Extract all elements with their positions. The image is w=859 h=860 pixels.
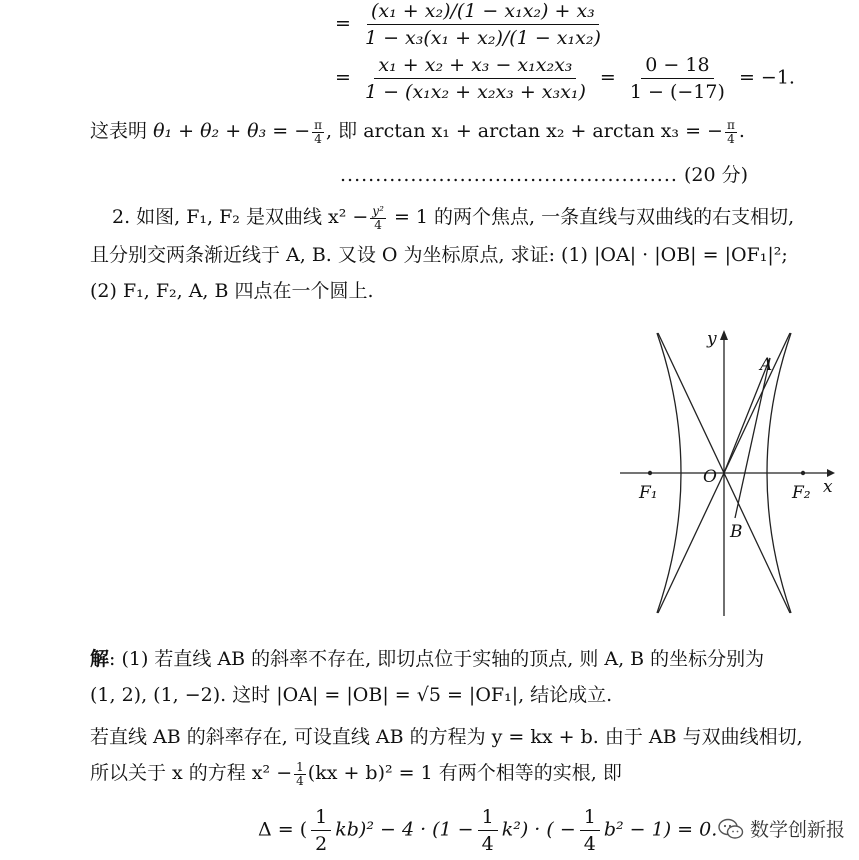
watermark [718, 815, 845, 842]
pi-symbol: π [726, 117, 735, 132]
problem-line-1 [112, 202, 794, 231]
point-b-label: B [730, 522, 743, 542]
frac-denominator: 4 [583, 833, 596, 855]
theta-sum: θ₁ + θ₂ + θ₃ = − [153, 120, 311, 142]
score-line [340, 160, 748, 187]
solution-text-4a: 所以关于 x 的方程 x² − [90, 762, 293, 784]
equation-line-1 [335, 0, 609, 49]
f1-label: F₁ [639, 483, 658, 503]
segment-oa [724, 358, 770, 473]
frac-denominator: 2 [315, 833, 328, 855]
score-text: (20 分) [683, 164, 748, 186]
conclusion-line [90, 116, 745, 145]
fraction-numerator: 0 − 18 [641, 54, 713, 79]
x-axis-arrow [827, 469, 835, 477]
pi-symbol: π [314, 117, 323, 132]
fraction-numerator: x₁ + x₂ + x₃ − x₁x₂x₃ [374, 54, 576, 79]
one-quarter [294, 761, 306, 787]
fraction-3 [626, 54, 729, 103]
y-squared-over-four [370, 205, 386, 231]
frac-numerator: 1 [478, 806, 498, 831]
four-denominator: 4 [314, 131, 322, 146]
fraction-denominator: 1 − (−17) [629, 81, 725, 103]
point-a-label: A [760, 355, 773, 375]
f2-label: F₂ [792, 483, 811, 503]
delta-part-c: k²) · ( − [501, 818, 576, 841]
frac-denominator: 4 [374, 217, 382, 232]
one-quarter-b [580, 806, 600, 855]
conclusion-mid: , 即 [326, 120, 358, 142]
watermark-text: 数学创新报 [749, 819, 845, 841]
problem-text-b: = 1 的两个焦点, 一条直线与双曲线的右支相切, [393, 206, 795, 228]
pi-over-four [312, 119, 324, 145]
arctan-sum: arctan x₁ + arctan x₂ + arctan x₃ = − [363, 120, 723, 142]
fraction-1 [361, 0, 605, 49]
fraction-denominator: 1 − x₃(x₁ + x₂)/(1 − x₁x₂) [364, 27, 601, 49]
delta-part-a: Δ = ( [258, 818, 308, 841]
delta-equation [258, 806, 717, 855]
conclusion-prefix: 这表明 [90, 120, 148, 142]
x-label: x [823, 477, 833, 497]
solution-text-4b: (kx + b)² = 1 有两个相等的实根, 即 [307, 762, 622, 784]
solution-line-4 [90, 758, 622, 787]
problem-text-a: 2. 如图, F₁, F₂ 是双曲线 x² − [112, 206, 369, 228]
focus-f2-point [801, 471, 805, 475]
one-quarter-k [478, 806, 498, 855]
frac-numerator: 1 [580, 806, 600, 831]
solution-label: 解 [90, 648, 110, 670]
frac-denominator: 4 [296, 773, 304, 788]
frac-numerator: y² [372, 203, 384, 218]
fraction-2 [361, 54, 590, 103]
fraction-numerator: (x₁ + x₂)/(1 − x₁x₂) + x₃ [367, 0, 599, 25]
pi-over-four [725, 119, 737, 145]
y-axis-arrow [720, 330, 728, 340]
equation-line-2 [335, 54, 795, 103]
y-label: y [707, 329, 717, 349]
solution-line-2: (1, 2), (1, −2). 这时 |OA| = |OB| = √5 = |OF₁|, 结论成立. [90, 684, 613, 706]
problem-line-3: (2) F₁, F₂, A, B 四点在一个圆上. [90, 280, 374, 302]
frac-numerator: 1 [311, 806, 331, 831]
solution-text-1: : (1) 若直线 AB 的斜率不存在, 即切点位于实轴的顶点, 则 A, B 的坐标分别为 [109, 648, 765, 670]
delta-part-b: kb)² − 4 · (1 − [335, 818, 474, 841]
origin-label: O [703, 467, 717, 487]
frac-denominator: 4 [481, 833, 494, 855]
one-half [311, 806, 331, 855]
equals-sign: = [335, 66, 351, 89]
solution-line-1 [90, 644, 764, 671]
four-denominator: 4 [727, 131, 735, 146]
equals-sign: = [599, 66, 616, 89]
period: . [738, 120, 745, 142]
problem-line-2: 且分别交两条渐近线于 A, B. 又设 O 为坐标原点, 求证: (1) |OA| · |OB| = |OF₁|²; [90, 244, 788, 266]
fraction-denominator: 1 − (x₁x₂ + x₂x₃ + x₃x₁) [364, 81, 586, 103]
focus-f1-point [648, 471, 652, 475]
score-dots: ................................................ [340, 164, 678, 186]
solution-line-3: 若直线 AB 的斜率存在, 可设直线 AB 的方程为 y = kx + b. 由于 AB 与双曲线相切, [90, 726, 803, 748]
hyperbola-figure [615, 318, 845, 620]
delta-part-d: b² − 1) = 0. [603, 818, 718, 841]
equation-result: = −1. [738, 66, 795, 89]
equals-sign: = [335, 12, 351, 35]
frac-numerator: 1 [296, 759, 304, 774]
wechat-icon [718, 818, 744, 840]
